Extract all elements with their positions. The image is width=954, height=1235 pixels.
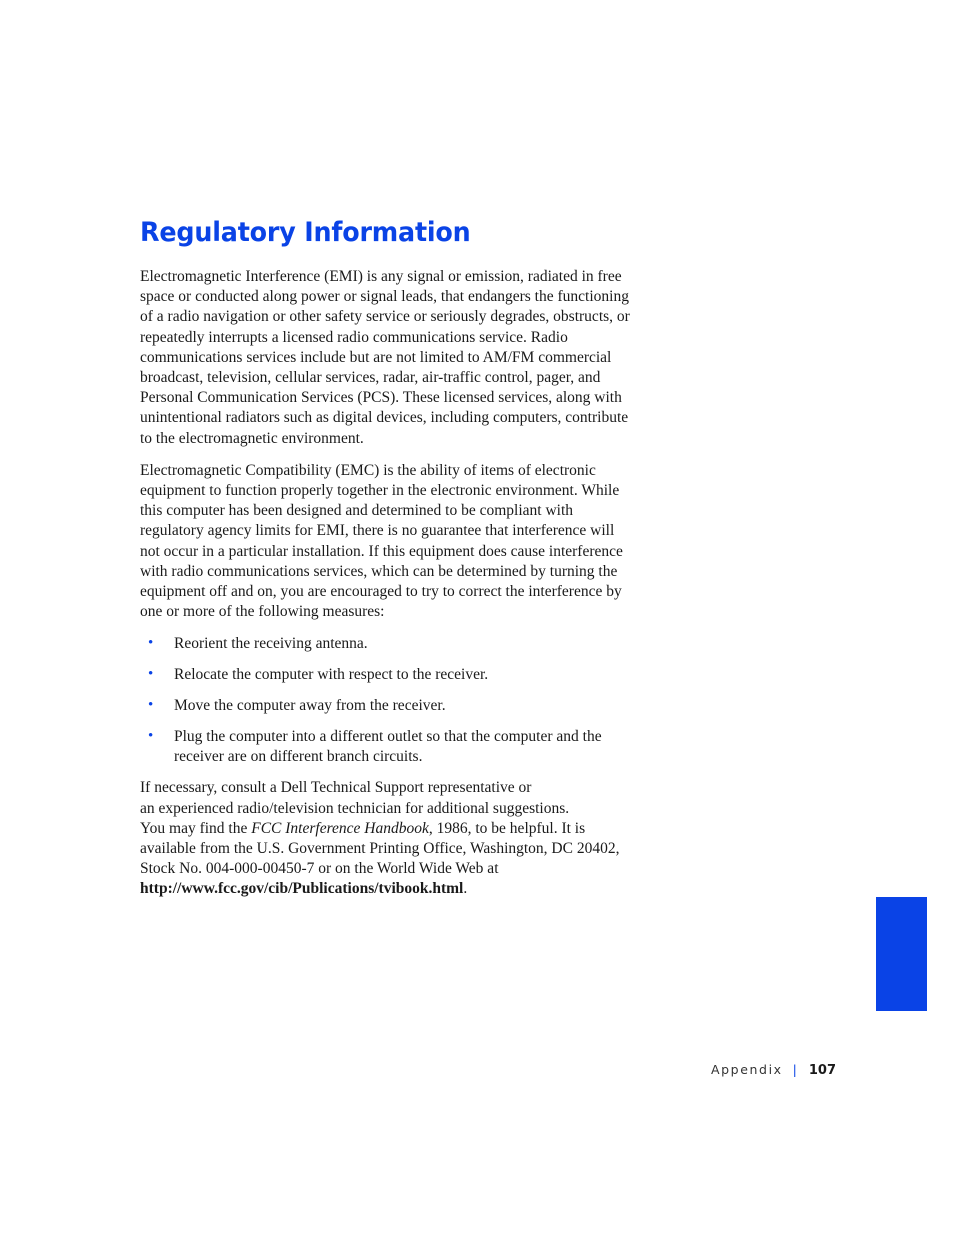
support-text-line-b: an experienced radio/television technician for additional suggestions. [140, 799, 570, 817]
emi-paragraph: Electromagnetic Interference (EMI) is any signal or emission, radiated in free space or conducted along power or signal leads, that endangers the functioning of a radio navigation or other safety service or seriously degrades, obstructs, or repeatedly interrupts a licensed radio communications service. Radio communications services include but are not limited to AM/FM commercial broadcast, television, cellular services, radar, air-traffic control, pager, and Personal Communication Services (PCS). These licensed services, along with unintentional radiators such as digital devices, including computers, contribute to the electromagnetic environment. [140, 268, 630, 447]
list-item [140, 634, 630, 654]
page-number: 107 [808, 1063, 836, 1078]
bullet-icon: • [148, 728, 154, 745]
support-paragraph [140, 778, 630, 899]
list-item [140, 665, 630, 685]
footer-section-label: Appendix [711, 1062, 783, 1077]
fcc-url-link[interactable]: http://www.fcc.gov/cib/Publications/tvibook.html [140, 880, 464, 898]
measures-list [140, 634, 630, 766]
list-item-text: Move the computer away from the receiver. [174, 697, 446, 715]
footer-separator: | [792, 1062, 797, 1077]
bullet-icon: • [148, 635, 154, 652]
bullet-icon: • [148, 666, 154, 683]
support-text-line-a: If necessary, consult a Dell Technical Support representative or [140, 779, 532, 797]
section-tab-marker [876, 897, 927, 1011]
list-item-text: Reorient the receiving antenna. [174, 635, 368, 653]
page-footer [711, 1062, 836, 1078]
bullet-icon: • [148, 697, 154, 714]
support-text-line-c: You may find the [140, 819, 252, 837]
page-title: Regulatory Information [140, 217, 471, 248]
emc-paragraph: Electromagnetic Compatibility (EMC) is the ability of items of electronic equipment to function properly together in the electronic environment. While this computer has been designed and determined to be compliant with regulatory agency limits for EMI, there is no guarantee that interference will not occur in a particular installation. If this equipment does cause interference with radio communications services, which can be determined by turning the equipment off and on, you are encouraged to try to correct the interference by one or more of the following measures: [140, 461, 623, 621]
support-text-after-title: , 1986, to be helpful. It is available from the U.S. Government Printing Office, Washington, DC 20402, Stock No. 004-000-00450-7 or on the World Wide Web at [140, 819, 620, 878]
list-item-text: Relocate the computer with respect to the receiver. [174, 666, 489, 684]
list-item [140, 696, 630, 716]
main-content [140, 213, 630, 912]
list-item-text: Plug the computer into a different outlet so that the computer and the receiver are on different branch circuits. [174, 728, 602, 765]
support-text-end: . [463, 880, 468, 898]
list-item [140, 727, 630, 766]
handbook-title: FCC Interference Handbook [251, 819, 429, 837]
